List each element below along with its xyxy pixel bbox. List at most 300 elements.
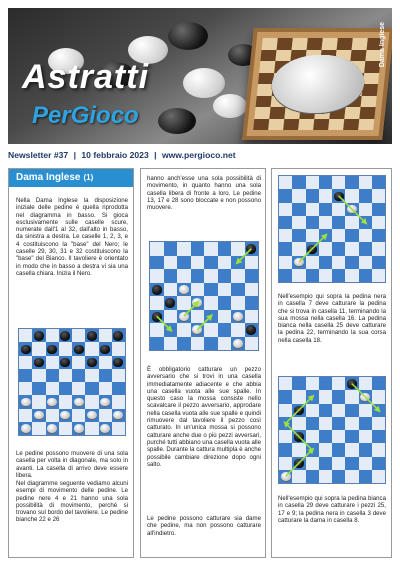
photo-board-square [277,38,293,50]
dark-square [204,283,218,297]
light-square [32,395,45,408]
dark-square [345,377,358,390]
light-square [72,382,85,395]
paragraph: Nella Dama Inglese la disposizione iniziale delle pedine è quella riprodotta nel diagramma in basso. Si gioca esclusivamente sulle caselle scure, numerate dall'1 al 32, dall'alto in basso, da sinistra a destra. Le caselle 1, 2, 3, e 4 costituiscono la "base" del Nero; le caselle 29, 30, 31 e 32 costituiscono la "base" del Bianco. Il tavoliere è orientato in modo che in basso a destra vi sia una casella chiara. Inizia il Nero. [16,197,128,277]
dark-square [292,430,305,443]
white-piece [74,398,84,406]
paragraph: Le pedine possono muovere di una sola casella per volta in diagonale, ma solo in avanti. La casella di arrivo deve essere libera. [16,450,128,479]
dark-square [306,390,319,403]
light-square [332,457,345,470]
light-square [19,356,32,369]
dark-square [46,342,59,355]
light-square [345,443,358,456]
light-square [279,404,292,417]
go-stone-white [183,68,225,98]
dark-square [332,390,345,403]
white-piece [21,398,31,406]
light-square [332,256,345,269]
white-piece [192,298,202,307]
dark-square [319,229,332,242]
light-square [345,417,358,430]
dark-square [177,256,191,270]
photo-board-square [256,96,272,108]
light-square [177,296,191,310]
light-square [177,323,191,337]
dark-square [372,457,385,470]
column-3 [271,168,392,558]
light-square [85,369,98,382]
light-square [85,342,98,355]
dark-square [359,470,372,483]
dark-square [231,256,245,270]
white-piece [60,411,70,419]
dark-square [191,296,205,310]
light-square [372,417,385,430]
dark-square [372,229,385,242]
light-square [19,329,32,342]
dark-square [177,283,191,297]
light-square [332,430,345,443]
dark-square [150,310,164,324]
white-piece [281,472,291,480]
dark-square [279,216,292,229]
light-square [306,404,319,417]
section-number: (1) [83,173,94,182]
black-piece [347,379,357,387]
dark-square [319,404,332,417]
dark-square [32,329,45,342]
paragraph: Le pedine possono catturare sia dame che pedine, ma non possono catturare all'indietro. [147,515,261,537]
dark-square [319,256,332,269]
light-square [32,369,45,382]
dark-square [359,417,372,430]
light-square [332,176,345,189]
website-link[interactable]: www.pergioco.net [161,150,236,160]
light-square [306,176,319,189]
white-piece [192,325,202,334]
light-square [372,443,385,456]
dark-square [279,470,292,483]
photo-board-square [257,84,273,96]
light-square [231,242,245,256]
dark-square [204,310,218,324]
dark-square [345,176,358,189]
light-square [72,329,85,342]
dark-square [19,395,32,408]
go-stone-black [158,108,196,134]
light-square [164,310,178,324]
white-piece [179,285,189,294]
light-square [218,283,232,297]
dark-square [164,296,178,310]
black-piece [100,345,110,353]
light-square [191,283,205,297]
dark-square [112,409,125,422]
dark-square [279,443,292,456]
black-piece [74,345,84,353]
dark-square [150,337,164,351]
light-square [306,457,319,470]
black-piece [307,245,317,253]
photo-board-square [275,50,291,62]
dark-square [72,422,85,435]
dark-square [32,356,45,369]
light-square [164,337,178,351]
light-square [191,256,205,270]
black-piece [60,358,70,366]
photo-board-square [268,119,284,131]
white-piece [360,393,370,401]
dark-square [59,356,72,369]
light-square [372,269,385,282]
dark-square [359,269,372,282]
light-square [99,409,112,422]
light-square [372,216,385,229]
black-piece [87,358,97,366]
light-square [279,229,292,242]
dark-square [164,242,178,256]
light-square [292,390,305,403]
light-square [245,283,259,297]
light-square [59,395,72,408]
dark-square [359,390,372,403]
dark-square [319,457,332,470]
light-square [46,409,59,422]
dark-square [177,337,191,351]
light-square [332,377,345,390]
light-square [292,417,305,430]
paragraph: Nel diagramme seguente vediamo alcuni esempi di movimento delle pedine. Le pedine nere 4 e 21 hanno una sola possibilità di movimento, perché si trovano sul bordo del tavoliere. Le pedine bianche 22 e 26 [16,480,128,524]
black-piece [87,331,97,339]
brand-title: Astratti [22,58,150,96]
dark-square [191,242,205,256]
diagram-capture-2 [278,376,386,484]
photo-board-square [322,38,338,50]
dark-square [292,256,305,269]
light-square [372,242,385,255]
photo-board-square [350,50,366,62]
photo-board-square [307,38,323,50]
checkers-board-photo [242,28,392,140]
photo-board-square [364,61,380,73]
dark-square [19,342,32,355]
dark-square [279,417,292,430]
light-square [177,269,191,283]
photo-board-square [359,107,375,119]
white-piece [233,312,243,321]
black-piece [246,325,256,334]
white-piece [113,411,123,419]
dark-square [306,443,319,456]
dark-square [46,369,59,382]
light-square [345,470,358,483]
black-piece [113,331,123,339]
light-square [372,470,385,483]
dark-square [112,382,125,395]
white-piece [100,424,110,432]
dark-square [372,256,385,269]
dark-square [372,203,385,216]
black-piece [334,192,344,200]
light-square [46,329,59,342]
newsletter-info-bar [8,150,392,164]
light-square [319,189,332,202]
dark-square [306,189,319,202]
photo-board-square [313,119,329,131]
dark-square [332,189,345,202]
light-square [319,470,332,483]
black-piece [34,358,44,366]
dark-square [359,242,372,255]
dark-square [292,203,305,216]
dark-square [332,470,345,483]
light-square [72,356,85,369]
photo-board-square [292,38,308,50]
light-square [191,310,205,324]
dark-square [279,242,292,255]
black-piece [60,331,70,339]
black-piece [152,312,162,321]
light-square [359,203,372,216]
light-square [218,256,232,270]
light-square [59,369,72,382]
white-piece [294,258,304,266]
light-square [231,323,245,337]
light-square [245,310,259,324]
dark-square [46,422,59,435]
dark-square [85,356,98,369]
dark-square [372,377,385,390]
light-square [279,377,292,390]
light-square [85,422,98,435]
dark-square [279,390,292,403]
light-square [292,443,305,456]
dark-square [345,404,358,417]
light-square [345,269,358,282]
light-square [359,176,372,189]
photo-board-square [358,119,374,131]
light-square [245,256,259,270]
photo-board-square [269,107,285,119]
light-square [359,430,372,443]
light-square [332,229,345,242]
paragraph: È obbligatorio catturare un pezzo avversario che si trovi in una casella immediatamente adiacente e che abbia una casella vuota alle sue spalle. In questo caso la mossa consiste nello scavalcare il pezzo avversario, approdare nella casella vuota alle sue spalle e quindi rimuovere dal tavoliere il pezzo così catturato. In un'unica mossa si possono catturare anche due o più pezzi avversari, purché tutti abbiano una casella vuota alle spalle. Durante la cattura multipla è anche possibile cambiare direzione dopo ogni salto. [147,366,261,468]
light-square [372,189,385,202]
banner-vertical-label: Dama Inglese [379,22,386,68]
light-square [164,283,178,297]
dark-square [292,457,305,470]
light-square [359,457,372,470]
dark-square [99,342,112,355]
white-piece [347,205,357,213]
white-piece [47,398,57,406]
light-square [245,337,259,351]
dark-square [332,216,345,229]
light-square [32,422,45,435]
dark-square [112,356,125,369]
light-square [59,342,72,355]
dark-square [204,337,218,351]
paragraph: hanno anch'esse una sola possibilità di movimento, in quanto hanno una sola casella libera di fronte a loro. Le pedine 13, 17 e 28 sono bloccate e non possono muovere. [147,175,261,212]
dark-square [32,382,45,395]
separator: | [154,150,157,160]
photo-board-square [262,38,278,50]
light-square [292,216,305,229]
dark-square [292,377,305,390]
dark-square [218,269,232,283]
dark-square [292,229,305,242]
white-piece [233,339,243,348]
dark-square [85,409,98,422]
light-square [112,395,125,408]
light-square [99,382,112,395]
light-square [204,296,218,310]
light-square [292,269,305,282]
light-square [218,337,232,351]
newsletter-date: 10 febbraio 2023 [81,150,149,160]
light-square [85,395,98,408]
dark-square [306,242,319,255]
photo-board-square [260,50,276,62]
dark-square [218,323,232,337]
photo-board-square [362,84,378,96]
dark-square [345,457,358,470]
light-square [319,216,332,229]
dark-square [72,395,85,408]
light-square [279,457,292,470]
dark-square [231,283,245,297]
light-square [231,269,245,283]
light-square [164,256,178,270]
dark-square [150,283,164,297]
light-square [372,390,385,403]
light-square [204,269,218,283]
brand-subtitle: PerGioco [32,102,139,129]
light-square [191,337,205,351]
light-square [292,470,305,483]
light-square [279,203,292,216]
light-square [319,242,332,255]
light-square [218,310,232,324]
section-title [9,169,133,187]
go-stone-white [213,94,247,118]
light-square [306,229,319,242]
light-square [306,256,319,269]
dark-square [319,377,332,390]
diagram-initial-position [18,328,126,436]
light-square [204,242,218,256]
light-square [319,417,332,430]
black-piece [152,285,162,294]
light-square [112,422,125,435]
dark-square [372,430,385,443]
dark-square [332,242,345,255]
dark-square [306,269,319,282]
light-square [359,404,372,417]
dark-square [245,296,259,310]
photo-board-square [352,38,368,50]
dark-square [231,310,245,324]
photo-board-square [361,96,377,108]
dark-square [345,256,358,269]
black-piece [21,345,31,353]
dark-square [191,269,205,283]
dark-square [245,269,259,283]
light-square [332,203,345,216]
dark-square [32,409,45,422]
dark-square [150,256,164,270]
dark-square [99,369,112,382]
dark-square [59,409,72,422]
dark-square [372,404,385,417]
light-square [359,256,372,269]
white-piece [179,312,189,321]
photo-board-square [344,107,360,119]
dark-square [231,337,245,351]
separator: | [73,150,76,160]
light-square [306,377,319,390]
dark-square [112,329,125,342]
white-piece [87,411,97,419]
light-square [292,189,305,202]
dark-square [72,342,85,355]
light-square [46,356,59,369]
black-piece [47,345,57,353]
dark-square [72,369,85,382]
dark-square [19,422,32,435]
light-square [345,242,358,255]
light-square [99,329,112,342]
light-square [19,409,32,422]
dark-square [204,256,218,270]
dark-square [292,176,305,189]
dark-square [245,242,259,256]
dark-square [279,189,292,202]
header-banner [8,8,392,144]
photo-board-square [343,119,359,131]
light-square [72,409,85,422]
dark-square [99,395,112,408]
dark-square [59,329,72,342]
light-square [319,390,332,403]
light-square [150,323,164,337]
column-2 [140,168,266,558]
light-square [204,323,218,337]
dark-square [99,422,112,435]
go-stone-black [168,22,208,50]
white-piece [100,398,110,406]
light-square [32,342,45,355]
dark-square [85,382,98,395]
light-square [177,242,191,256]
dark-square [332,417,345,430]
light-square [150,296,164,310]
dark-square [319,176,332,189]
light-square [306,430,319,443]
dark-square [345,229,358,242]
dark-square [332,443,345,456]
section-title-text: Dama Inglese [16,172,81,183]
dark-square [319,203,332,216]
light-square [112,369,125,382]
white-piece [74,424,84,432]
black-piece [165,298,175,307]
white-piece [47,424,57,432]
white-piece [34,411,44,419]
white-piece [21,424,31,432]
dark-square [245,323,259,337]
dark-square [319,430,332,443]
